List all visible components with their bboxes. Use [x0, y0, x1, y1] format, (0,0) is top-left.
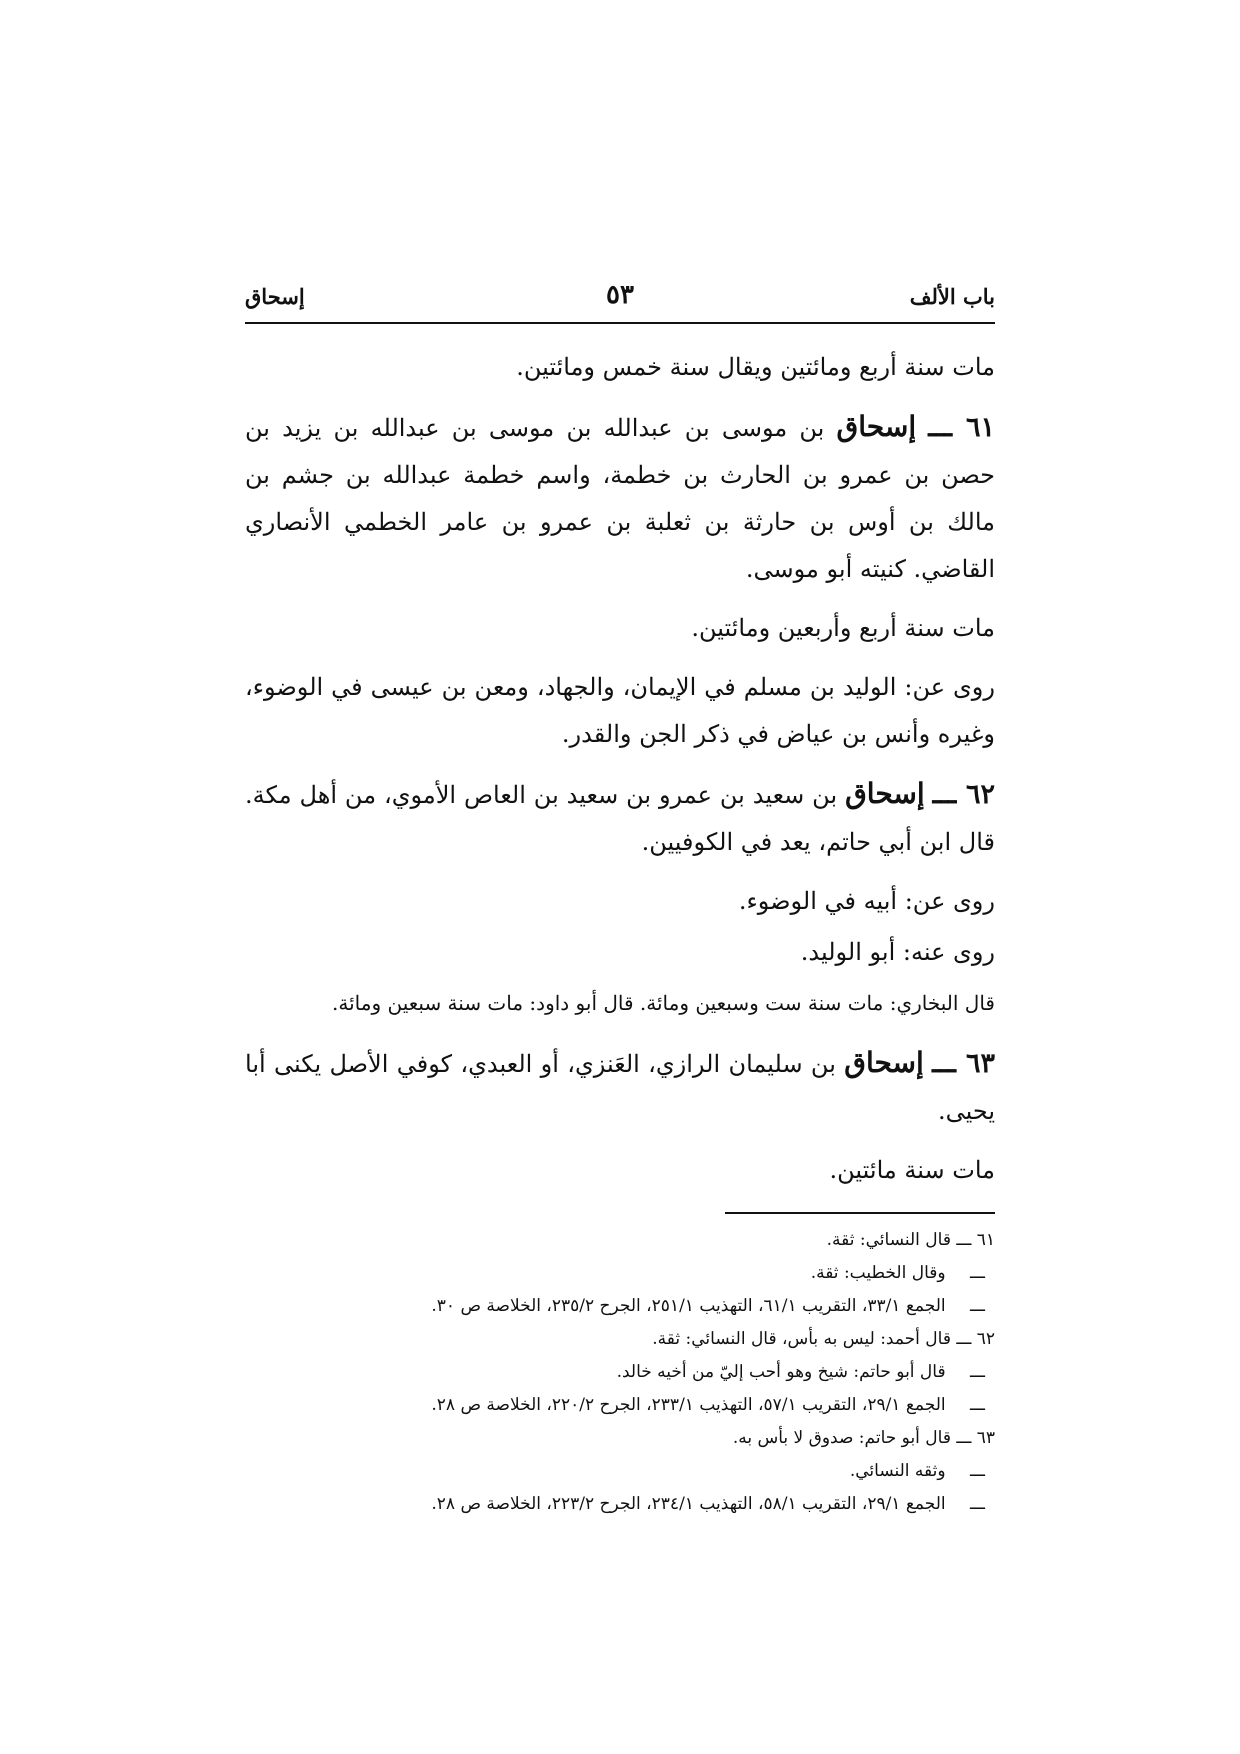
footnote-text: الجمع ٢٩/١، التقريب ٥٧/١، التهذيب ٢٣٣/١، الجرح ٢٢٠/٢، الخلاصة ص ٢٨. — [431, 1395, 946, 1415]
entry-number: ٦١ ـــ — [928, 412, 995, 443]
narration-note: روى عنه: أبو الوليد. — [800, 938, 995, 966]
footnote-line — [245, 1356, 995, 1389]
footnote-marker: ٦١ ـــ — [956, 1230, 995, 1250]
footnote-text: الجمع ٣٣/١، التقريب ٦١/١، التهذيب ٢٥١/١، الجرح ٢٣٥/٢، الخلاصة ص ٣٠. — [431, 1296, 946, 1316]
narration-note: روى عن: أبيه في الوضوء. — [738, 887, 995, 915]
section-title: إسحاق — [245, 284, 305, 309]
entry-name: إسحاق — [845, 777, 925, 810]
footnote-marker: ـــ — [970, 1494, 985, 1514]
death-note: مات سنة أربع وأربعين ومائتين. — [691, 614, 995, 642]
footnote-text: وقال الخطيب: ثقة. — [810, 1263, 946, 1283]
main-text — [245, 344, 995, 1194]
footnote-text: قال أبو حاتم: شيخ وهو أحب إليّ من أخيه خالد. — [616, 1362, 946, 1382]
footnote-line — [245, 1455, 995, 1488]
footnote-text: قال أحمد: ليس به بأس، قال النسائي: ثقة. — [652, 1329, 951, 1349]
footnote-text: الجمع ٢٩/١، التقريب ٥٨/١، التهذيب ٢٣٤/١، الجرح ٢٢٣/٢، الخلاصة ص ٢٨. — [431, 1494, 946, 1514]
footnote-line — [245, 1290, 995, 1323]
entry-name: إسحاق — [836, 410, 917, 443]
footnote-marker: ٦٢ ـــ — [956, 1329, 995, 1349]
entry-63 — [245, 1039, 995, 1135]
entry-61 — [245, 403, 995, 593]
book-page — [245, 280, 995, 1521]
entry-text: بن موسى بن عبدالله بن موسى بن عبدالله بن يزيد بن حصن بن عمرو بن الحارث بن خطمة، واسم خطمة عبدالله بن جشم بن مالك بن أوس بن حارثة بن ثعلبة بن عمرو بن عامر الخطمي الأنصاري القاضي. كنيته أبو موسى. — [245, 414, 995, 583]
footnote-divider — [725, 1212, 995, 1214]
footnotes — [245, 1224, 995, 1521]
page-number: ٥٣ — [606, 280, 634, 310]
entry-text: بن سعيد بن عمرو بن سعيد بن العاص الأموي، من أهل مكة. قال ابن أبي حاتم، يعد في الكوفيين. — [245, 781, 995, 856]
footnote-marker: ـــ — [970, 1395, 985, 1415]
entry-number: ٦٢ ـــ — [932, 779, 995, 810]
footnote-line — [245, 1323, 995, 1356]
footnote-line — [245, 1422, 995, 1455]
entry-number: ٦٣ ـــ — [932, 1048, 995, 1079]
footnote-marker: ـــ — [970, 1362, 985, 1382]
footnote-marker: ـــ — [970, 1263, 985, 1283]
death-note: مات سنة مائتين. — [829, 1156, 995, 1184]
footnote-line — [245, 1224, 995, 1257]
footnote-line — [245, 1488, 995, 1521]
running-header — [245, 280, 995, 324]
entry-62 — [245, 770, 995, 866]
footnote-marker: ـــ — [970, 1296, 985, 1316]
footnote-marker: ـــ — [970, 1461, 985, 1481]
entry-text: بن سليمان الرازي، العَنزي، أو العبدي، كوفي الأصل يكنى أبا يحيى. — [245, 1050, 995, 1125]
narration-note: روى عن: الوليد بن مسلم في الإيمان، والجهاد، ومعن بن عيسى في الوضوء، وغيره وأنس بن عياض في ذكر الجن والقدر. — [245, 673, 995, 748]
footnote-marker: ٦٣ ـــ — [956, 1428, 995, 1448]
footnote-text: قال أبو حاتم: صدوق لا بأس به. — [732, 1428, 951, 1448]
footnote-line — [245, 1257, 995, 1290]
bukhari-note: قال البخاري: مات سنة ست وسبعين ومائة. قال أبو داود: مات سنة سبعين ومائة. — [332, 991, 995, 1015]
footnote-text: قال النسائي: ثقة. — [826, 1230, 951, 1250]
chapter-title: باب الألف — [909, 284, 995, 309]
footnote-line — [245, 1389, 995, 1422]
entry-name: إسحاق — [844, 1046, 924, 1079]
footnote-text: وثقه النسائي. — [849, 1461, 946, 1481]
death-note: مات سنة أربع ومائتين ويقال سنة خمس ومائتين. — [516, 353, 995, 381]
